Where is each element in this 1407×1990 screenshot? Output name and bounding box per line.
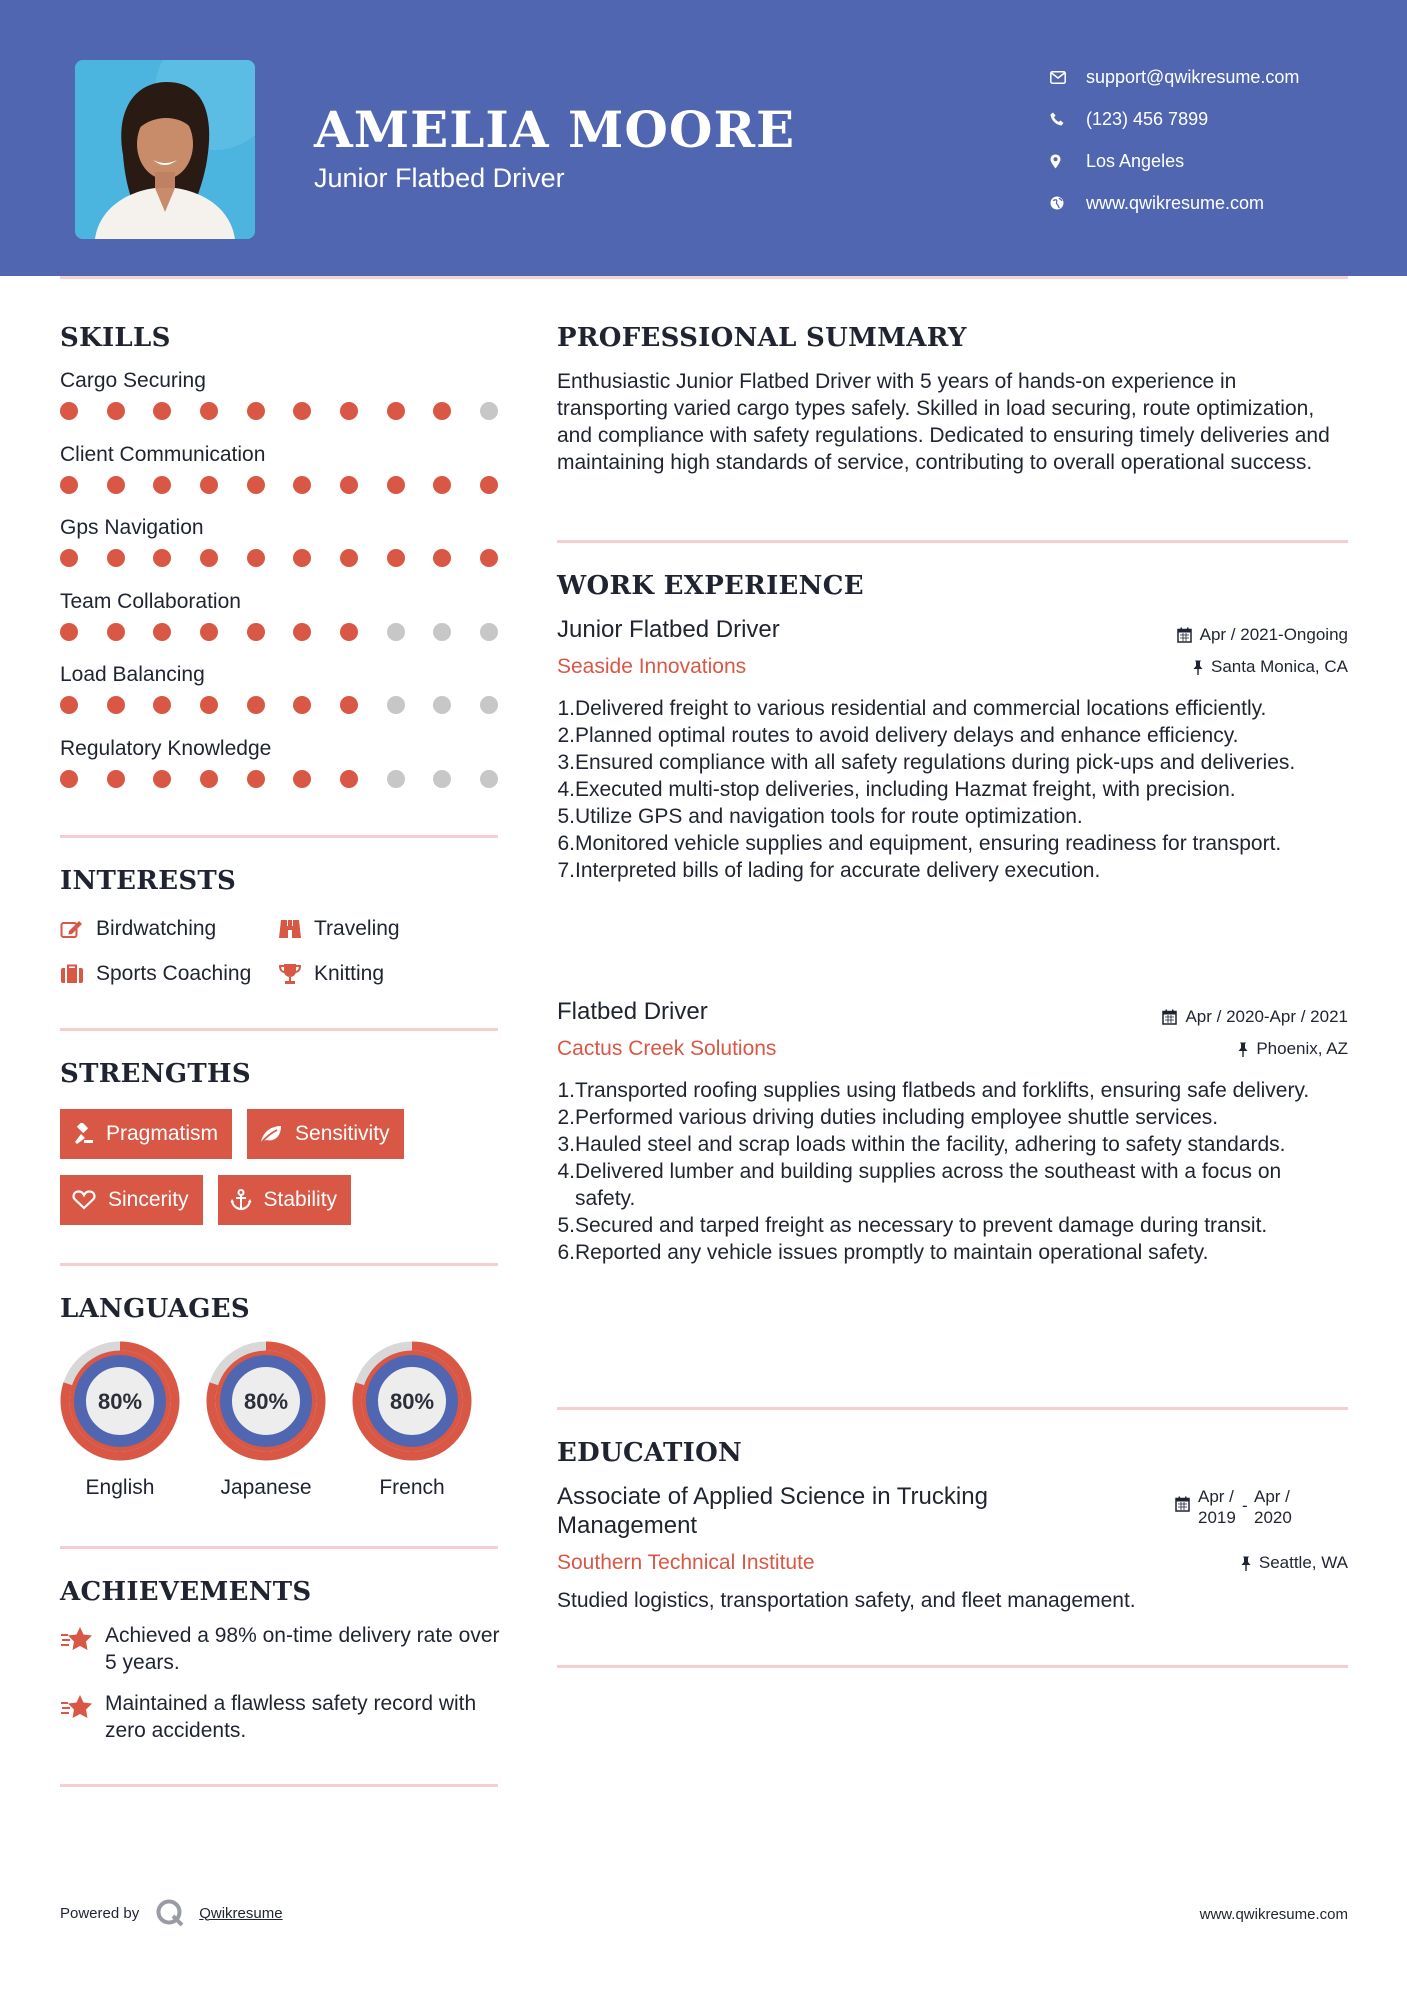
bullet-number: 5. [557, 1214, 575, 1237]
bullet-number: 6. [557, 1241, 575, 1264]
gavel-icon [72, 1123, 94, 1145]
rating-dot-filled [387, 402, 405, 420]
education-dates [1175, 1486, 1298, 1528]
rating-dot-empty [480, 770, 498, 788]
rating-dot-filled [293, 476, 311, 494]
summary-text: Enthusiastic Junior Flatbed Driver with 5 years of hands-on experience in transporting varied cargo types safely. Skilled in load securing, route optimization, and compliance with safety regulations. Dedicated to ensuring timely deliveries and maintaining high standards of service, contributing to overall operational success. [557, 370, 1330, 474]
job-bullet [557, 1131, 1347, 1158]
language-item [59, 1340, 181, 1500]
bullet-text: Utilize GPS and navigation tools for route optimization. [575, 805, 1083, 828]
rating-dot-filled [480, 476, 498, 494]
contact-phone-text: (123) 456 7899 [1086, 108, 1209, 129]
job-bullet [557, 830, 1347, 857]
rating-dot-filled [340, 770, 358, 788]
binoculars-icon [278, 918, 314, 940]
rating-dot-filled [340, 476, 358, 494]
rating-dot-filled [200, 402, 218, 420]
skill-name: Team Collaboration [60, 589, 241, 613]
rating-dot-filled [107, 549, 125, 567]
bullet-number: 5. [557, 805, 575, 828]
section-divider [60, 1546, 498, 1549]
profile-photo [75, 60, 255, 239]
pushpin-icon [1238, 1042, 1248, 1057]
skill-rating [60, 549, 498, 567]
rating-dot-filled [433, 402, 451, 420]
interest-label: Sports Coaching [96, 961, 252, 985]
interest-label: Knitting [314, 961, 385, 985]
bullet-text: Planned optimal routes to avoid delivery delays and enhance efficiency. [575, 724, 1239, 747]
contact-location-text: Los Angeles [1086, 150, 1185, 171]
bullet-number: 1. [557, 1079, 575, 1102]
interest-label: Traveling [314, 916, 400, 940]
leaf-icon [259, 1124, 283, 1144]
education-date-separator: - [1242, 1496, 1248, 1515]
rating-dot-empty [433, 770, 451, 788]
job-dates [1177, 625, 1348, 645]
bullet-text: Hauled steel and scrap loads within the facility, adhering to safety standards. [575, 1133, 1286, 1156]
qwikresume-link[interactable]: Qwikresume [199, 1904, 283, 1922]
interest-label: Birdwatching [96, 916, 217, 940]
skill-rating [60, 770, 498, 788]
rating-dot-filled [153, 623, 171, 641]
skill-item [60, 587, 500, 661]
company-name: Seaside Innovations [557, 655, 747, 678]
pushpin-icon [1241, 1556, 1251, 1571]
bullet-text: Reported any vehicle issues promptly to maintain operational safety. [575, 1241, 1209, 1264]
job-dates-text: Apr / 2021-Ongoing [1199, 625, 1348, 644]
rating-dot-filled [293, 549, 311, 567]
skill-item [60, 366, 500, 440]
skills-list [60, 366, 500, 807]
skill-rating [60, 696, 498, 714]
rating-dot-filled [107, 623, 125, 641]
rating-dot-filled [247, 623, 265, 641]
education-location [1241, 1553, 1348, 1573]
rating-dot-filled [247, 696, 265, 714]
company-name: Cactus Creek Solutions [557, 1037, 777, 1060]
job-bullet [557, 803, 1347, 830]
interest-item [60, 962, 278, 986]
rating-dot-empty [433, 623, 451, 641]
rating-dot-filled [60, 696, 78, 714]
bullet-text: Delivered freight to various residential and commercial locations efficiently. [575, 697, 1267, 720]
bullet-number: 7. [557, 859, 575, 882]
strength-badge [60, 1109, 232, 1159]
strengths-heading: STRENGTHS [60, 1059, 251, 1089]
job-dates-text: Apr / 2020-Apr / 2021 [1185, 1007, 1348, 1026]
interests-list [60, 906, 500, 996]
rating-dot-empty [387, 623, 405, 641]
pushpin-icon [1193, 660, 1203, 675]
rating-dot-filled [340, 549, 358, 567]
bullet-text: Secured and tarped freight as necessary to prevent damage during transit. [575, 1214, 1268, 1237]
contact-website-text: www.qwikresume.com [1086, 192, 1265, 213]
bullet-number: 4. [557, 778, 575, 801]
skill-name: Regulatory Knowledge [60, 736, 272, 760]
interest-item [278, 917, 400, 941]
strength-badge [247, 1109, 404, 1159]
skill-name: Client Communication [60, 442, 266, 466]
languages-heading: LANGUAGES [60, 1294, 250, 1324]
pencil-square-icon [60, 919, 96, 939]
education-heading: EDUCATION [557, 1438, 743, 1468]
language-percent: 80% [243, 1389, 289, 1414]
star-award-icon [60, 1690, 105, 1744]
skill-rating [60, 402, 498, 420]
section-divider [557, 540, 1348, 543]
bullet-number: 2. [557, 724, 575, 747]
job-bullet [557, 749, 1347, 776]
rating-dot-empty [387, 696, 405, 714]
job-bullets [557, 1077, 1347, 1266]
briefcase-icon [60, 964, 96, 984]
rating-dot-filled [153, 696, 171, 714]
job-bullet [557, 695, 1347, 722]
rating-dot-filled [433, 549, 451, 567]
calendar-icon [1177, 627, 1192, 643]
rating-dot-filled [340, 402, 358, 420]
language-donut [59, 1340, 181, 1462]
rating-dot-filled [293, 770, 311, 788]
rating-dot-empty [480, 696, 498, 714]
language-name: Japanese [220, 1476, 312, 1499]
rating-dot-empty [480, 623, 498, 641]
contact-website[interactable] [1050, 182, 1299, 224]
bullet-text: Monitored vehicle supplies and equipment, ensuring readiness for transport. [575, 832, 1282, 855]
bullet-number: 6. [557, 832, 575, 855]
rating-dot-filled [200, 549, 218, 567]
calendar-icon [1175, 1486, 1190, 1528]
language-item [351, 1340, 473, 1500]
bullet-text: Delivered lumber and building supplies across the southeast with a focus on safety. [575, 1160, 1282, 1210]
phone-icon [1050, 112, 1086, 126]
bullet-text: Transported roofing supplies using flatbeds and forklifts, ensuring safe delivery. [575, 1079, 1310, 1102]
calendar-icon [1162, 1009, 1177, 1025]
strength-label: Sincerity [108, 1188, 189, 1211]
achievement-item [60, 1622, 500, 1676]
job-bullet [557, 1104, 1347, 1131]
strength-badge [218, 1175, 352, 1225]
rating-dot-empty [480, 402, 498, 420]
job-location-text: Santa Monica, CA [1210, 657, 1348, 676]
section-divider [60, 1784, 498, 1787]
education-description: Studied logistics, transportation safety, and fleet management. [557, 1589, 1136, 1612]
contact-email-text: support@qwikresume.com [1086, 66, 1300, 87]
skill-rating [60, 623, 498, 641]
strength-label: Stability [263, 1188, 338, 1211]
rating-dot-filled [433, 476, 451, 494]
rating-dot-filled [480, 549, 498, 567]
bullet-text: Performed various driving duties including employee shuttle services. [575, 1106, 1219, 1129]
achievement-text: Maintained a flawless safety record with zero accidents. [105, 1692, 477, 1742]
skill-name: Gps Navigation [60, 516, 204, 539]
rating-dot-filled [60, 623, 78, 641]
rating-dot-filled [60, 476, 78, 494]
section-divider [557, 1665, 1348, 1668]
rating-dot-filled [107, 770, 125, 788]
school-name: Southern Technical Institute [557, 1551, 815, 1574]
rating-dot-filled [247, 402, 265, 420]
heart-icon [72, 1190, 96, 1210]
job-location [1238, 1039, 1348, 1059]
rating-dot-filled [387, 476, 405, 494]
section-divider [60, 1263, 498, 1266]
rating-dot-filled [247, 549, 265, 567]
job-bullet [557, 1239, 1347, 1266]
bullet-number: 1. [557, 697, 575, 720]
strength-label: Pragmatism [106, 1122, 219, 1145]
footer-website[interactable]: www.qwikresume.com [1199, 1906, 1348, 1923]
rating-dot-filled [153, 770, 171, 788]
skills-heading: SKILLS [60, 323, 171, 353]
rating-dot-empty [387, 770, 405, 788]
rating-dot-filled [200, 476, 218, 494]
job-title: Flatbed Driver [557, 998, 708, 1025]
resume-header [0, 0, 1407, 276]
rating-dot-filled [293, 696, 311, 714]
education-date-end: Apr / 2020 [1254, 1487, 1292, 1527]
anchor-icon [230, 1189, 252, 1211]
interest-item [60, 917, 278, 941]
job-bullet [557, 1077, 1347, 1104]
strengths-row [60, 1175, 366, 1225]
contact-location [1050, 140, 1299, 182]
rating-dot-filled [200, 623, 218, 641]
footer-powered-by [60, 1898, 283, 1928]
skill-name: Load Balancing [60, 663, 205, 686]
skill-rating [60, 476, 498, 494]
contact-list [1050, 56, 1299, 224]
rating-dot-filled [153, 476, 171, 494]
skill-name: Cargo Securing [60, 369, 206, 392]
contact-phone[interactable] [1050, 98, 1299, 140]
skill-item [60, 440, 500, 514]
section-divider [557, 1407, 1348, 1410]
rating-dot-filled [107, 696, 125, 714]
language-name: English [85, 1476, 155, 1499]
rating-dot-filled [153, 549, 171, 567]
map-pin-icon [1050, 154, 1086, 169]
job-bullet [557, 722, 1347, 749]
achievement-text: Achieved a 98% on-time delivery rate over 5 years. [105, 1624, 500, 1674]
experience-heading: WORK EXPERIENCE [557, 571, 864, 601]
language-item [205, 1340, 327, 1500]
rating-dot-filled [200, 696, 218, 714]
globe-icon [1050, 196, 1086, 210]
powered-by-text: Powered by [60, 1904, 140, 1922]
job-location-text: Phoenix, AZ [1256, 1039, 1348, 1058]
rating-dot-filled [60, 402, 78, 420]
rating-dot-empty [433, 696, 451, 714]
language-donut [351, 1340, 473, 1462]
job-bullet [557, 776, 1347, 803]
star-award-icon [60, 1622, 105, 1676]
bullet-text: Interpreted bills of lading for accurate delivery execution. [575, 859, 1101, 882]
achievements-heading: ACHIEVEMENTS [60, 1577, 312, 1607]
bullet-number: 3. [557, 1133, 575, 1156]
rating-dot-filled [293, 623, 311, 641]
job-bullet [557, 1212, 1347, 1239]
skill-item [60, 660, 500, 734]
trophy-icon [278, 963, 314, 985]
language-name: French [379, 1476, 445, 1499]
job-location [1193, 657, 1348, 677]
job-bullet [557, 857, 1347, 884]
rating-dot-filled [247, 770, 265, 788]
strength-badge [60, 1175, 203, 1225]
strength-label: Sensitivity [295, 1122, 390, 1145]
bullet-number: 3. [557, 751, 575, 774]
bullet-text: Ensured compliance with all safety regulations during pick-ups and deliveries. [575, 751, 1296, 774]
language-percent: 80% [97, 1389, 143, 1414]
rating-dot-filled [107, 402, 125, 420]
strengths-row [60, 1109, 419, 1159]
rating-dot-filled [60, 770, 78, 788]
rating-dot-filled [200, 770, 218, 788]
bullet-text: Executed multi-stop deliveries, including Hazmat freight, with precision. [575, 778, 1236, 801]
rating-dot-filled [60, 549, 78, 567]
bullet-number: 4. [557, 1160, 575, 1183]
language-percent: 80% [389, 1389, 435, 1414]
candidate-name: AMELIA MOORE [314, 100, 796, 159]
job-dates [1162, 1007, 1348, 1027]
section-divider [60, 1028, 498, 1031]
achievement-item [60, 1690, 500, 1744]
job-title: Junior Flatbed Driver [557, 616, 780, 643]
rating-dot-filled [107, 476, 125, 494]
rating-dot-filled [153, 402, 171, 420]
job-bullet [557, 1158, 1347, 1212]
header-divider [60, 276, 1348, 279]
summary-heading: PROFESSIONAL SUMMARY [557, 323, 967, 353]
job-bullets [557, 695, 1347, 884]
contact-email[interactable] [1050, 56, 1299, 98]
language-donut [205, 1340, 327, 1462]
section-divider [60, 835, 498, 838]
candidate-title: Junior Flatbed Driver [314, 163, 565, 193]
rating-dot-filled [387, 549, 405, 567]
education-date-start: Apr / 2019 [1198, 1487, 1236, 1527]
education-location-text: Seattle, WA [1258, 1553, 1348, 1572]
degree-title: Associate of Applied Science in Trucking Management [557, 1483, 988, 1539]
qwikresume-logo-icon [155, 1898, 185, 1928]
rating-dot-filled [247, 476, 265, 494]
skill-item [60, 734, 500, 808]
rating-dot-filled [340, 696, 358, 714]
bullet-number: 2. [557, 1106, 575, 1129]
rating-dot-filled [293, 402, 311, 420]
skill-item [60, 513, 500, 587]
rating-dot-filled [340, 623, 358, 641]
interests-heading: INTERESTS [60, 866, 237, 896]
envelope-icon [1050, 71, 1086, 84]
interest-item [278, 962, 384, 986]
